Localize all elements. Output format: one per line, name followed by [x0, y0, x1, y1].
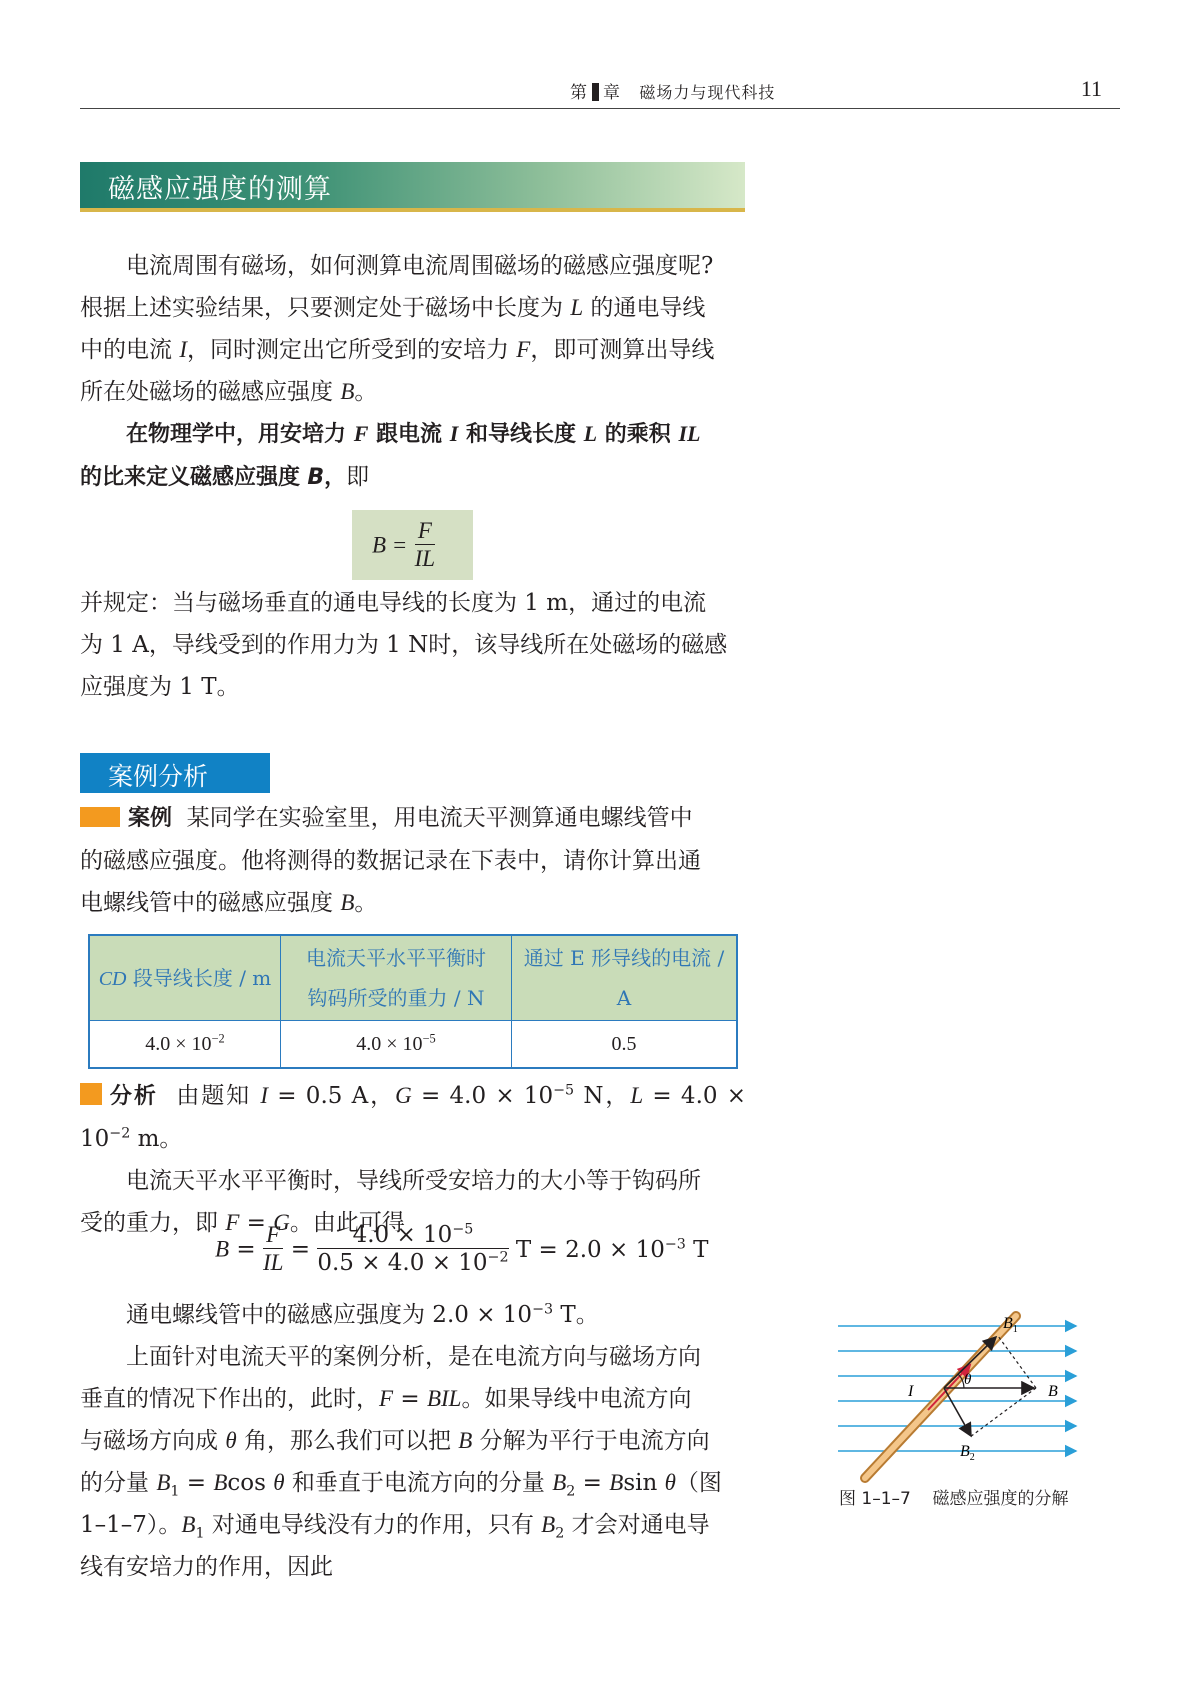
analysis-line-2: 电流天平水平平衡时，导线所受安培力的大小等于钩码所: [126, 1168, 701, 1194]
case-analysis-heading: [80, 753, 270, 793]
chapter-prefix: 第: [570, 83, 588, 103]
intro-line-4: 所在处磁场的磁感应强度 B。: [80, 379, 378, 405]
table-cell-length: $4.0 \times 10^{-2}$: [89, 1021, 281, 1069]
case-line-3: 电螺线管中的磁感应强度 B。: [80, 890, 378, 916]
intro-line-1: 电流周围有磁场，如何测算电流周围磁场的磁感应强度呢?: [126, 253, 714, 279]
case-analysis-title: 案例分析: [108, 762, 209, 791]
figure-caption: [839, 1484, 1068, 1509]
formula-fraction: [415, 518, 435, 573]
rule-line-1: 并规定：当与磁场垂直的通电导线的长度为 1 m，通过的电流: [80, 590, 707, 616]
definition-paragraph: [80, 413, 746, 499]
analysis-label: 分析: [108, 1084, 158, 1109]
table-header-weight: 电流天平水平平衡时 钩码所受的重力 / N: [281, 935, 512, 1021]
current-label: I: [908, 1383, 914, 1400]
definition-line-1: 在物理学中，用安培力 F 跟电流 I 和导线长度 L 的乘积 IL: [126, 421, 701, 447]
conclusion-paragraph: [80, 1294, 746, 1588]
unit-rule-paragraph: [80, 582, 746, 708]
formula-denominator: IL: [414, 546, 436, 571]
final-line-6: 线有安培力的作用，因此: [80, 1554, 333, 1580]
analysis-given-line: 分析 由题知 I = 0.5 A，$G = 4.0 \times 10^{-5}$ N，$L = 4.0 \times 10^{-2}$ m。: [80, 1082, 747, 1152]
intro-line-2: 根据上述实验结果，只要测定处于磁场中长度为 L 的通电导线: [80, 295, 706, 321]
final-line-2: 垂直的情况下作出的，此时，F = BIL。如果导线中电流方向: [80, 1386, 692, 1412]
rule-line-2: 为 1 A，导线受到的作用力为 1 N时，该导线所在处磁场的磁感: [80, 632, 728, 658]
definition-line-2: 的比来定义磁感应强度 B，即: [80, 464, 370, 490]
chapter-suffix: 章: [603, 83, 621, 103]
chapter-heading: [570, 78, 775, 103]
running-header: [80, 70, 1120, 109]
definition-formula: [352, 510, 473, 580]
vector-B-label: B: [1048, 1383, 1058, 1400]
formula-lhs: B =: [372, 532, 408, 558]
table-cell-current: 0.5: [512, 1021, 738, 1069]
case-marker-icon: [80, 807, 120, 827]
field-decomposition-figure: [838, 1306, 1098, 1486]
page-number: 11: [1080, 76, 1102, 101]
table-cell-weight: $4.0 \times 10^{-5}$: [281, 1021, 512, 1069]
final-line-5: 1–1–7）。$B_1$ 对通电导线没有力的作用，只有 $B_2$ 才会对通电导: [80, 1512, 710, 1542]
calc-fraction-2: $\frac{4.0 \times 10^{-5}}{0.5 \times 4.0 \times 10^{-2}}$: [317, 1221, 509, 1276]
case-line-2: 的磁感应强度。他将测得的数据记录在下表中，请你计算出通: [80, 848, 701, 874]
final-line-3: 与磁场方向成 θ 角，那么我们可以把 B 分解为平行于电流方向: [80, 1428, 710, 1454]
rule-line-3: 应强度为 1 T。: [80, 674, 240, 700]
analysis-paragraph: [80, 1075, 746, 1244]
figure-caption-text: 磁感应强度的分解: [932, 1489, 1069, 1509]
section-title: 磁感应强度的测算: [108, 174, 332, 205]
conclusion-line: 通电螺线管中的磁感应强度为 $2.0 \times 10^{-3}$ T。: [126, 1301, 599, 1328]
formula-numerator: F: [415, 518, 435, 545]
analysis-line-3: 受的重力，即 F = G。由此可得: [80, 1210, 405, 1236]
intro-paragraph: [80, 245, 746, 413]
chapter-number-bar: [592, 83, 599, 101]
chapter-title: 磁场力与现代科技: [639, 83, 776, 102]
case-line-1: 案例 某同学在实验室里，用电流天平测算通电螺线管中: [80, 797, 746, 840]
table-header-current: 通过 E 形导线的电流 / A: [512, 935, 738, 1021]
final-line-4: 的分量 $B_1 = Bcos$ θ 和垂直于电流方向的分量 $B_2 = Bsin$ θ（图: [80, 1470, 722, 1500]
table-row: [89, 1021, 737, 1069]
measurement-table: [88, 934, 738, 1069]
theta-label: θ: [964, 1372, 972, 1388]
vector-B1-label: $B_1$: [1003, 1315, 1018, 1335]
vector-B2-label: $B_2$: [960, 1443, 975, 1463]
figure-caption-number: 图 1–1–7: [839, 1489, 911, 1509]
final-line-1: 上面针对电流天平的案例分析，是在电流方向与磁场方向: [126, 1344, 701, 1370]
section-title-band: [80, 162, 745, 212]
table-header-length: CD 段导线长度 / m: [89, 935, 281, 1021]
analysis-marker-icon: [80, 1083, 102, 1105]
calculation-formula: B = $\frac{F}{IL}$ = $\frac{4.0 \times 10^{-5}}{0.5 \times 4.0 \times 10^{-2}}$ $T = 2.0 \times 10^{-3}$ T: [215, 1221, 709, 1276]
case-label: 案例: [128, 806, 173, 831]
table-header-row: [89, 935, 737, 1021]
intro-line-3: 中的电流 I，同时测定出它所受到的安培力 F，即可测算出导线: [80, 337, 715, 363]
case-paragraph: [80, 797, 746, 924]
calc-fraction-1: $\frac{F}{IL}$: [262, 1222, 284, 1275]
